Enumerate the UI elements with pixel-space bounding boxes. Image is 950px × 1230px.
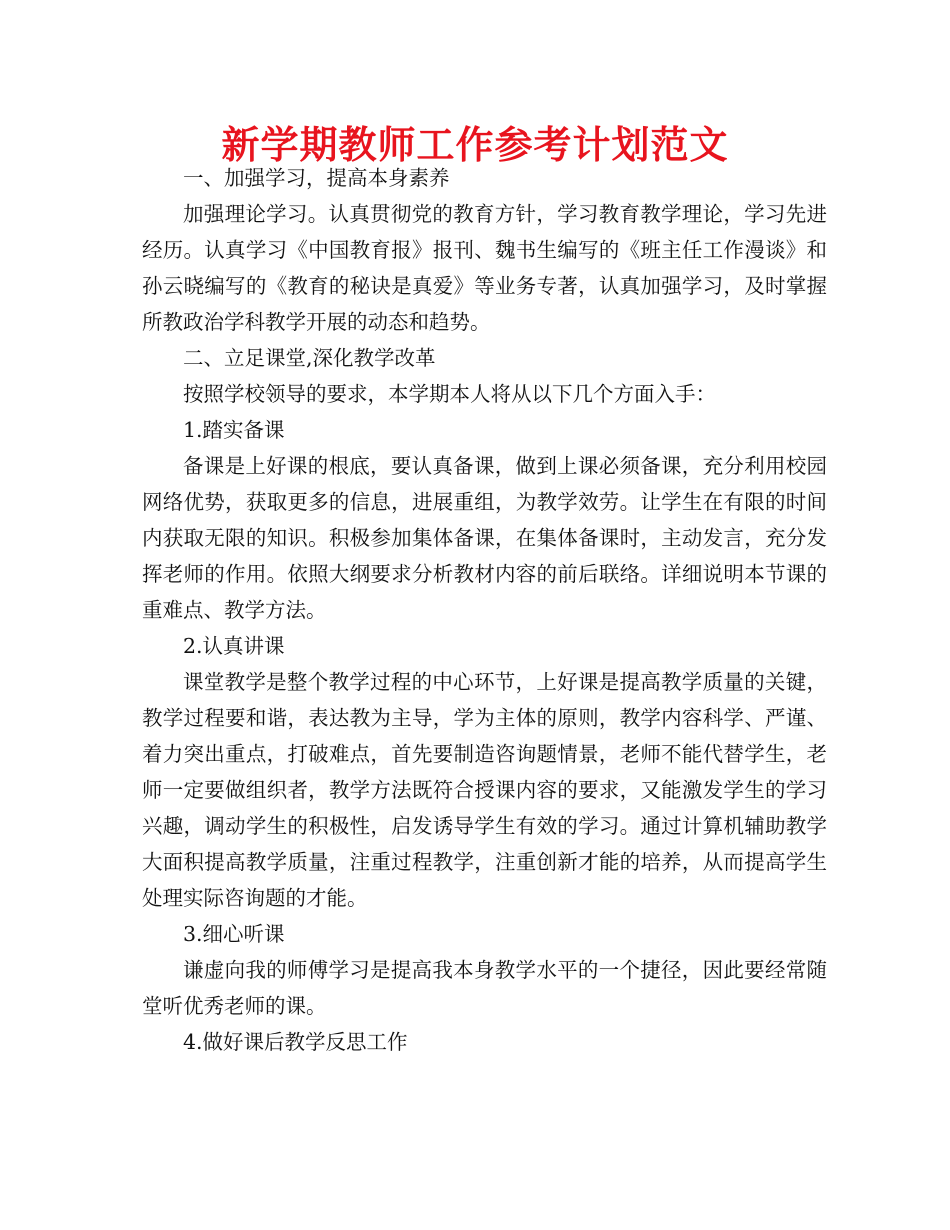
section-heading-2: 二、立足课堂,深化教学改革 — [183, 346, 436, 370]
subheading-teach: 2.认真讲课 — [183, 634, 285, 658]
paragraph-prepare: 备课是上好课的根底，要认真备课，做到上课必须备课，充分利用校园网络优势，获取更多的信息，进展重组，为教学效劳。让学生在有限的时间内获取无限的知识。积极参加集体备课，在集体备课时，主动发言，充分发挥老师的作用。依照大纲要求分析教材内容的前后联络。详细说明本节课的重难点、教学方法。 — [142, 454, 827, 622]
document-body — [142, 160, 827, 1060]
subheading-prepare: 1.踏实备课 — [183, 418, 285, 442]
section-heading-1: 一、加强学习，提高本身素养 — [183, 166, 450, 190]
subheading-observe: 3.细心听课 — [183, 922, 285, 946]
paragraph-teach: 课堂教学是整个教学过程的中心环节，上好课是提高教学质量的关键，教学过程要和谐，表达教为主导，学为主体的原则，教学内容科学、严谨、着力突出重点，打破难点，首先要制造咨询题情景，老师不能代替学生，老师一定要做组织者，教学方法既符合授课内容的要求，又能激发学生的学习兴趣，调动学生的积极性，启发诱导学生有效的学习。通过计算机辅助教学大面积提高教学质量，注重过程教学，注重创新才能的培养，从而提高学生处理实际咨询题的才能。 — [142, 670, 827, 910]
paragraph-study: 加强理论学习。认真贯彻党的教育方针，学习教育教学理论，学习先进经历。认真学习《中国教育报》报刊、魏书生编写的《班主任工作漫谈》和孙云晓编写的《教育的秘诀是真爱》等业务专著，认真加强学习，及时掌握所教政治学科教学开展的动态和趋势。 — [142, 202, 827, 334]
paragraph-intro: 按照学校领导的要求，本学期本人将从以下几个方面入手： — [183, 382, 716, 406]
document-title: 新学期教师工作参考计划范文 — [221, 123, 729, 167]
subheading-reflect: 4.做好课后教学反思工作 — [183, 1030, 408, 1054]
paragraph-observe: 谦虚向我的师傅学习是提高我本身教学水平的一个捷径，因此要经常随堂听优秀老师的课。 — [142, 958, 827, 1018]
